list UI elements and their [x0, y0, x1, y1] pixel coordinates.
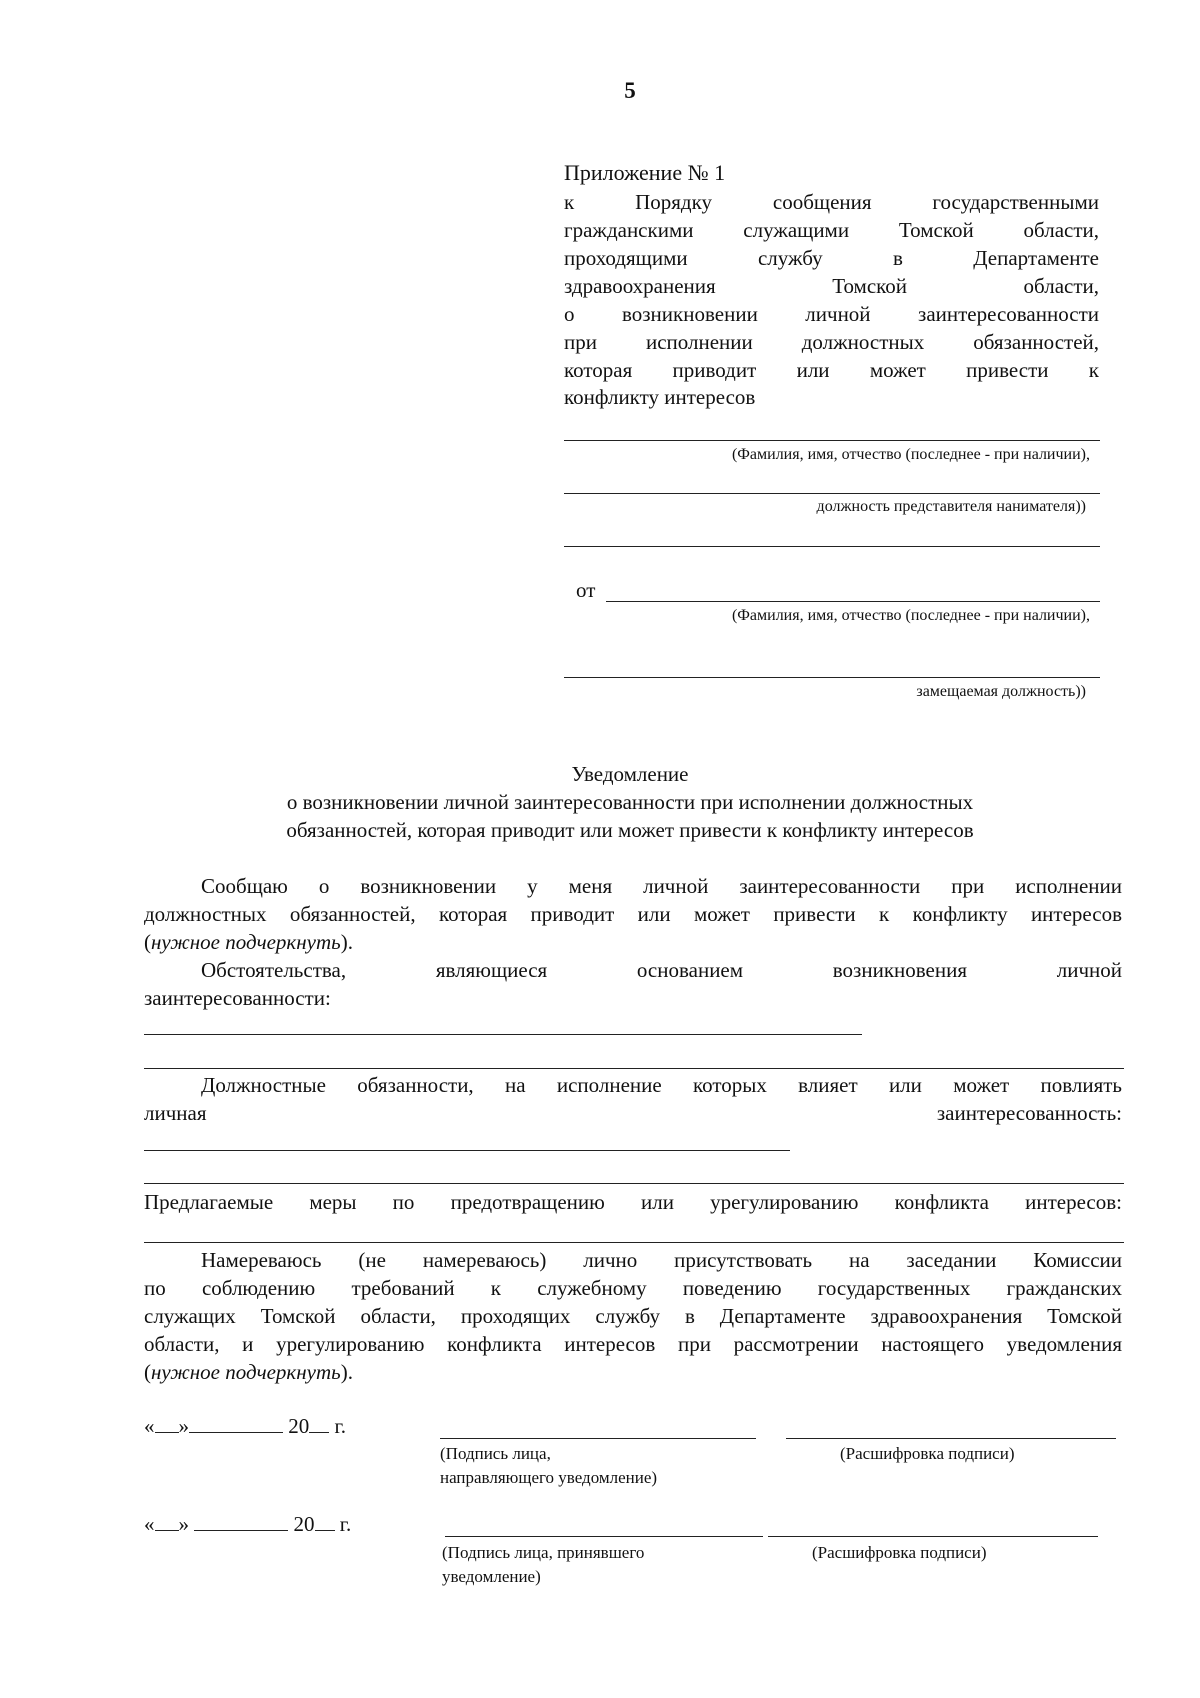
signature-field-1[interactable]: [440, 1438, 756, 1439]
appendix-line: проходящими службу в Департаменте: [564, 246, 1099, 270]
appendix-line: при исполнении должностных обязанностей,: [564, 330, 1099, 354]
month-blank[interactable]: [189, 1414, 283, 1433]
signature-field-2[interactable]: [445, 1536, 763, 1537]
date-field-1: « » 20 г.: [144, 1414, 346, 1438]
sender-caption-2: замещаемая должность)): [916, 683, 1086, 700]
signature-decode-field-2[interactable]: [768, 1536, 1098, 1537]
signature-decode-field-1[interactable]: [786, 1438, 1116, 1439]
paragraph-5-note: (нужное подчеркнуть).: [144, 1360, 353, 1384]
paragraph-1-note: (нужное подчеркнуть).: [144, 930, 353, 954]
paragraph-3-line: Должностные обязанности, на исполнение которых влияет или может повлиять: [201, 1073, 1122, 1097]
sender-name-field[interactable]: [606, 601, 1100, 602]
signature-caption-2: (Подпись лица, принявшего уведомление): [442, 1543, 645, 1586]
sender-caption-1: (Фамилия, имя, отчество (последнее - при наличии),: [731, 607, 1090, 624]
appendix-title: Приложение № 1: [564, 160, 726, 185]
year-blank[interactable]: [309, 1414, 329, 1433]
paragraph-2-line: заинтересованности:: [144, 986, 331, 1010]
year-blank[interactable]: [315, 1512, 335, 1531]
day-blank[interactable]: [155, 1414, 179, 1433]
appendix-line: здравоохранения Томской области,: [564, 274, 1099, 298]
paragraph-3-right: заинтересованность:: [936, 1101, 1122, 1125]
addressee-position-field[interactable]: [564, 493, 1100, 494]
addressee-extra-field[interactable]: [564, 546, 1100, 547]
appendix-line: которая приводит или может привести к: [564, 358, 1099, 382]
appendix-last-line: конфликту интересов: [564, 385, 756, 409]
notice-subtitle-2: обязанностей, которая приводит или может привести к конфликту интересов: [286, 818, 974, 842]
addressee-name-field[interactable]: [564, 440, 1100, 441]
notice-subtitle-1: о возникновении личной заинтересованности при исполнении должностных: [286, 790, 974, 814]
paragraph-5-line: области, и урегулированию конфликта интересов при рассмотрении настоящего уведомления: [144, 1332, 1122, 1356]
decode-caption-2: (Расшифровка подписи): [812, 1543, 987, 1562]
circumstances-field[interactable]: [144, 1034, 862, 1035]
appendix-line: гражданскими служащими Томской области,: [564, 218, 1099, 242]
notice-title: Уведомление: [571, 762, 689, 786]
date-field-2: « » 20 г.: [144, 1512, 352, 1536]
paragraph-4-line: Предлагаемые меры по предотвращению или урегулированию конфликта интересов:: [144, 1190, 1122, 1214]
decode-caption-1: (Расшифровка подписи): [840, 1444, 1015, 1463]
duties-field-2[interactable]: [144, 1183, 1124, 1184]
sender-position-field[interactable]: [564, 677, 1100, 678]
page-number: 5: [624, 78, 636, 103]
paragraph-5-line: Намереваюсь (не намереваюсь) лично присутствовать на заседании Комиссии: [201, 1248, 1122, 1272]
addressee-caption-1: (Фамилия, имя, отчество (последнее - при наличии),: [731, 446, 1090, 463]
appendix-line: к Порядку сообщения государственными: [564, 190, 1099, 214]
duties-field[interactable]: [144, 1150, 790, 1151]
day-blank[interactable]: [155, 1512, 179, 1531]
paragraph-1-line: должностных обязанностей, которая приводит или может привести к конфликту интересов: [144, 902, 1122, 926]
addressee-caption-2: должность представителя нанимателя)): [816, 498, 1086, 515]
paragraph-2-line: Обстоятельства, являющиеся основанием возникновения личной: [201, 958, 1122, 982]
paragraph-5-line: по соблюдению требований к служебному поведению государственных гражданских: [144, 1276, 1122, 1300]
appendix-line: о возникновении личной заинтересованности: [564, 302, 1099, 326]
paragraph-3-left: личная: [144, 1101, 207, 1125]
paragraph-5-line: служащих Томской области, проходящих службу в Департаменте здравоохранения Томской: [144, 1304, 1122, 1328]
from-label: от: [576, 578, 596, 602]
paragraph-1-line: Сообщаю о возникновении у меня личной заинтересованности при исполнении: [201, 874, 1122, 898]
measures-field[interactable]: [144, 1242, 1124, 1243]
month-blank[interactable]: [194, 1512, 288, 1531]
signature-caption-1: (Подпись лица, направляющего уведомление): [440, 1444, 658, 1487]
circumstances-field-2[interactable]: [144, 1068, 1124, 1069]
